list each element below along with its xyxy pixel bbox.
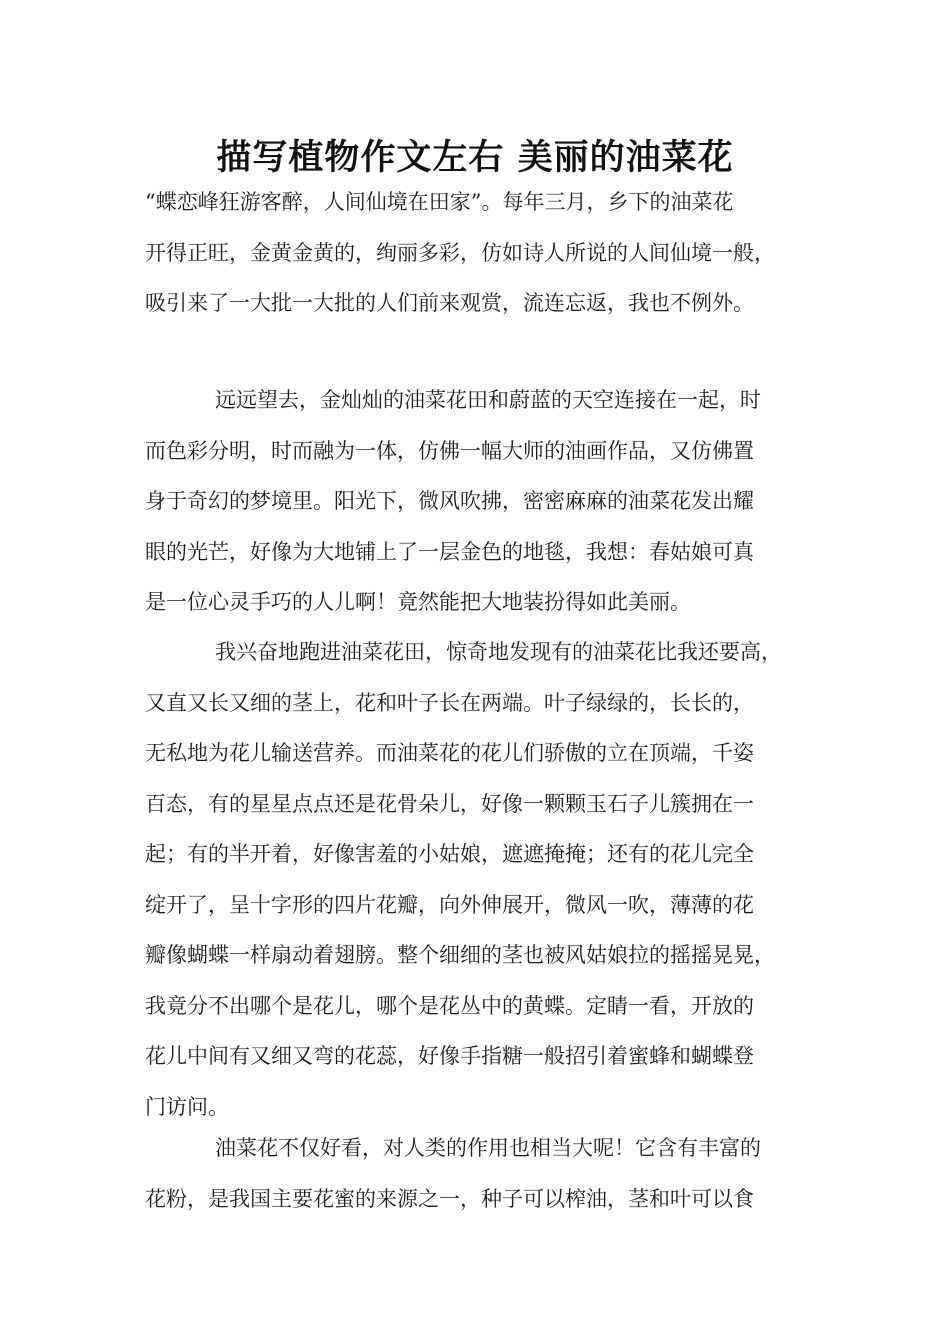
paragraph-line: 吸引来了一大批一大批的人们前来观赏，流连忘返，我也不例外。 xyxy=(145,291,754,315)
paragraph-line: 百态，有的星星点点还是花骨朵儿，好像一颗颗玉石子儿簇拥在一 xyxy=(145,791,754,816)
paragraph-line: 又直又长又细的茎上，花和叶子长在两端。叶子绿绿的，长长的， xyxy=(145,690,754,715)
paragraph-4 xyxy=(145,1123,825,1224)
paragraph-line: 油菜花不仅好看，对人类的作用也相当大呢！它含有丰富的 xyxy=(215,1136,761,1160)
paragraph-line: 门访问。 xyxy=(145,1094,229,1119)
paragraph-line: 身于奇幻的梦境里。阳光下，微风吹拂，密密麻麻的油菜花发出耀 xyxy=(145,489,754,513)
paragraph-line: “蝶恋峰狂游客醉，人间仙境在田家”。每年三月，乡下的油菜花 xyxy=(145,190,734,214)
paragraph-2 xyxy=(145,375,825,628)
paragraph-line: 无私地为花儿输送营养。而油菜花的花儿们骄傲的立在顶端，千姿 xyxy=(145,741,754,765)
paragraph-line: 而色彩分明，时而融为一体，仿佛一幅大师的油画作品，又仿佛置 xyxy=(145,438,754,463)
paragraph-1 xyxy=(145,177,825,329)
paragraph-line: 我兴奋地跑进油菜花田，惊奇地发现有的油菜花比我还要高， xyxy=(215,640,782,664)
paragraph-line: 瓣像蝴蝶一样扇动着翅膀。整个细细的茎也被风姑娘拉的摇摇晃晃， xyxy=(145,943,775,967)
paragraph-line: 绽开了，呈十字形的四片花瓣，向外伸展开，微风一吹，薄薄的花 xyxy=(145,892,754,917)
paragraph-line: 远远望去，金灿灿的油菜花田和蔚蓝的天空连接在一起，时 xyxy=(215,388,761,412)
paragraph-line: 我竟分不出哪个是花儿，哪个是花丛中的黄蝶。定睛一看，开放的 xyxy=(145,993,754,1018)
document-title: 描写植物作文左右 美丽的油菜花 xyxy=(216,138,734,178)
paragraph-line: 开得正旺，金黄金黄的，绚丽多彩，仿如诗人所说的人间仙境一般， xyxy=(145,240,775,265)
paragraph-line: 是一位心灵手巧的人儿啊！竟然能把大地装扮得如此美丽。 xyxy=(145,590,691,614)
paragraph-line: 花粉，是我国主要花蜜的来源之一，种子可以榨油，茎和叶可以食 xyxy=(145,1186,754,1211)
paragraph-line: 起；有的半开着，好像害羞的小姑娘，遮遮掩掩；还有的花儿完全 xyxy=(145,842,754,866)
paragraph-line: 眼的光芒，好像为大地铺上了一层金色的地毯，我想：春姑娘可真 xyxy=(145,539,754,564)
paragraph-line: 花儿中间有又细又弯的花蕊，好像手指糖一般招引着蜜蜂和蝴蝶登 xyxy=(145,1044,754,1068)
paragraph-3 xyxy=(145,627,825,1132)
